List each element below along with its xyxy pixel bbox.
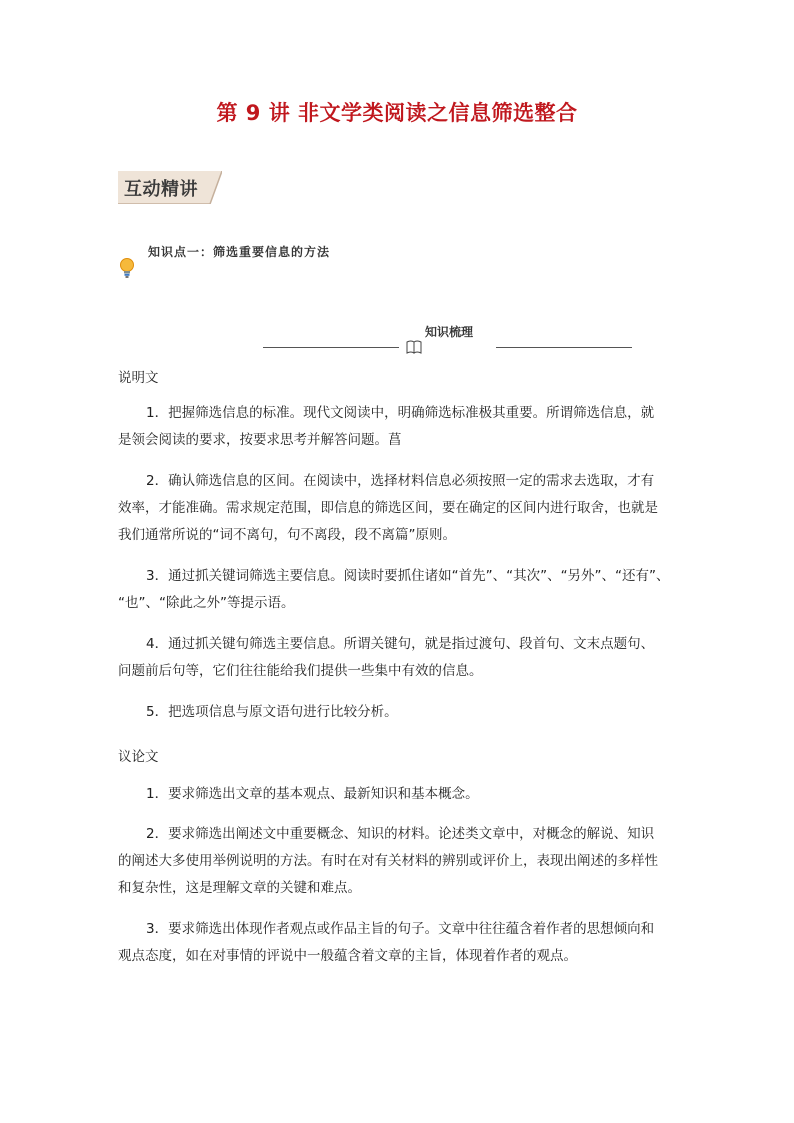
page-title: 第 9 讲 非文学类阅读之信息筛选整合	[216, 101, 578, 125]
expository-item-4	[118, 631, 688, 685]
knowledge-point-label: 知识点一：筛选重要信息的方法	[148, 245, 331, 259]
text-line: 和复杂性，这是理解文章的关键和难点。	[118, 880, 361, 896]
text-line: 观点态度，如在对事情的评说中一般蕴含着文章的主旨，体现着作者的观点。	[118, 948, 577, 964]
text-line: 1．把握筛选信息的标准。现代文阅读中，明确筛选标准极其重要。所谓筛选信息，就	[146, 405, 655, 421]
text-line: 2．确认筛选信息的区间。在阅读中，选择材料信息必须按照一定的需求去选取，才有	[146, 473, 655, 489]
expository-item-3	[118, 563, 688, 617]
argumentative-item-1	[118, 781, 688, 808]
divider-left	[263, 347, 399, 348]
lightbulb-icon	[118, 257, 136, 279]
text-line: 3．通过抓关键词筛选主要信息。阅读时要抓住诸如“首先”、“其次”、“另外”、“还有”、	[146, 568, 670, 584]
text-line: 问题前后句等，它们往往能给我们提供一些集中有效的信息。	[118, 663, 483, 679]
text-line: 效率，才能准确。需求规定范围，即信息的筛选区间，要在确定的区间内进行取舍，也就是	[118, 500, 658, 516]
expository-item-2	[118, 468, 688, 549]
text-line: 3．要求筛选出体现作者观点或作品主旨的句子。文章中往往蕴含着作者的思想倾向和	[146, 921, 655, 937]
expository-item-1	[118, 400, 688, 454]
argumentative-item-2	[118, 821, 688, 902]
text-line: “也”、“除此之外”等提示语。	[118, 595, 295, 611]
expository-item-5	[118, 699, 688, 726]
argumentative-item-3	[118, 916, 688, 970]
text-line: 是领会阅读的要求，按要求思考并解答问题。菖	[118, 432, 402, 448]
text-line: 的阐述大多使用举例说明的方法。有时在对有关材料的辨别或评价上，表现出阐述的多样性	[118, 853, 658, 869]
text-line: 5．把选项信息与原文语句进行比较分析。	[146, 704, 398, 720]
text-line: 2．要求筛选出阐述文中重要概念、知识的材料。论述类文章中，对概念的解说、知识	[146, 826, 655, 842]
text-line: 4．通过抓关键句筛选主要信息。所谓关键句，就是指过渡句、段首句、文末点题句、	[146, 636, 655, 652]
banner-label: 互动精讲	[124, 179, 198, 200]
divider-right	[496, 347, 632, 348]
text-line: 我们通常所说的“词不离句，句不离段，段不离篇”原则。	[118, 527, 456, 543]
section-banner	[118, 171, 222, 204]
section-title: 知识梳理	[425, 325, 474, 339]
text-line: 1．要求筛选出文章的基本观点、最新知识和基本概念。	[146, 786, 479, 802]
argumentative-heading: 议论文	[118, 749, 159, 765]
open-book-icon	[406, 340, 422, 354]
expository-heading: 说明文	[118, 370, 159, 386]
